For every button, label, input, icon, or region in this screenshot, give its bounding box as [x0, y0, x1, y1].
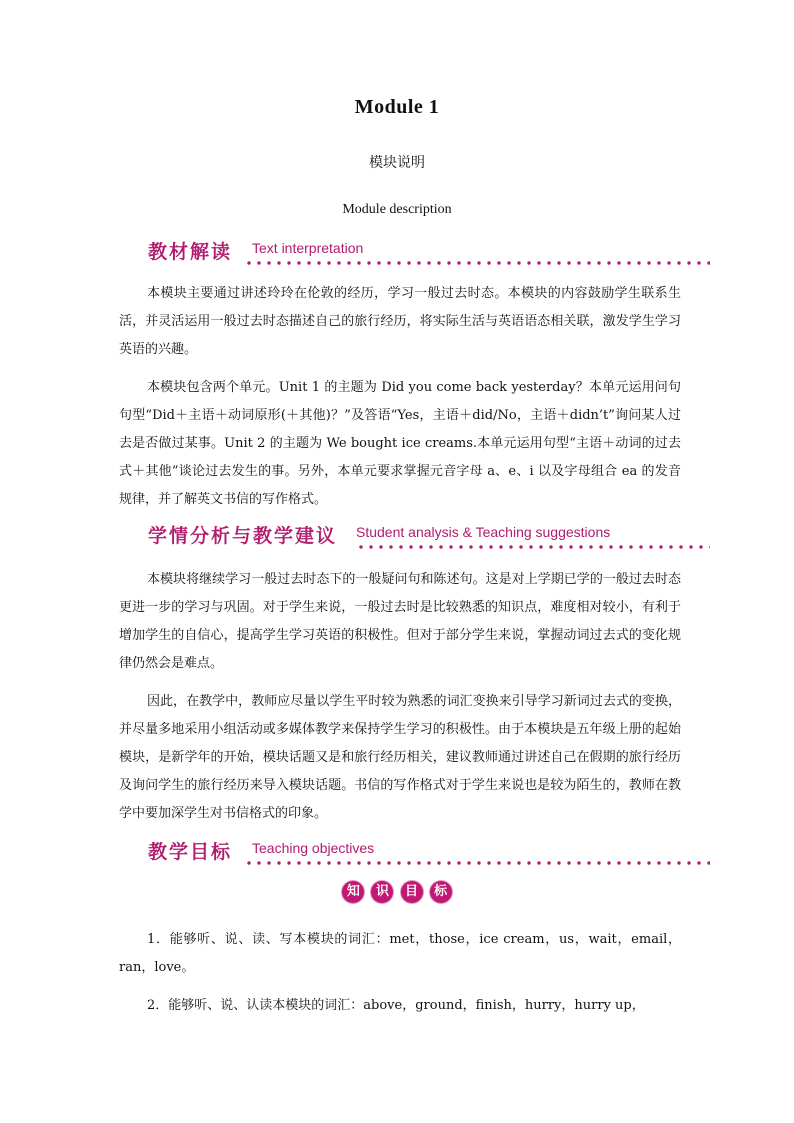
section-title-zh: 教学目标 — [148, 841, 233, 863]
objective-item: 1．能够听、说、读、写本模块的词汇：met，those，ice cream，us，wait，email，ran，love。 — [119, 932, 681, 975]
section-title-en: Teaching objectives — [252, 840, 375, 856]
section-title-en: Student analysis & Teaching suggestions — [356, 524, 611, 540]
paragraph: 本模块包含两个单元。Unit 1 的主题为 Did you come back yesterday？本单元运用问句句型“Did＋主语＋动词原形(＋其他)？”及答语“Yes，主语＋did/No，主语＋didn’t”询问某人过去是否做过某事。Unit 2 的主题为 We bought ice creams.本单元运用句型“主语＋动词的过去式＋其他”谈论过去发生的事。另外，本单元要求掌握元音字母 a、e、i 以及字母组合 ea 的发音规律，并了解英文书信的写作格式。 — [119, 380, 681, 507]
paragraph: 本模块主要通过讲述玲玲在伦敦的经历，学习一般过去时态。本模块的内容鼓励学生联系生活，并灵活运用一般过去时态描述自己的旅行经历，将实际生活与英语语态相关联，激发学生学习英语的兴趣。 — [119, 286, 681, 357]
paragraph: 本模块将继续学习一般过去时态下的一般疑问句和陈述句。这是对上学期已学的一般过去时态更进一步的学习与巩固。对于学生来说，一般过去时是比较熟悉的知识点，难度相对较小，有利于增加学生的自信心，提高学生学习英语的积极性。但对于部分学生来说，掌握动词过去式的变化规律仍然会是难点。 — [119, 572, 681, 671]
section-header-text-interpretation — [148, 236, 710, 266]
section-header-student-analysis — [148, 520, 710, 550]
module-subtitle: 模块说明 — [369, 155, 425, 171]
section-header-teaching-objectives — [148, 836, 710, 866]
badge-char: 目 — [401, 881, 423, 903]
module-description-label: Module description — [342, 202, 452, 217]
badge-char: 标 — [430, 881, 452, 903]
objective-item: 2．能够听、说、认读本模块的词汇：above，ground，finish，hurry，hurry up， — [147, 998, 645, 1013]
paragraph: 因此，在教学中，教师应尽量以学生平时较为熟悉的词汇变换来引导学习新词过去式的变换，并尽量多地采用小组活动或多媒体教学来保持学生学习的积极性。由于本模块是五年级上册的起始模块，是新学年的开始，模块话题又是和旅行经历相关，建议教师通过讲述自己在假期的旅行经历及询问学生的旅行经历来导入模块话题。书信的写作格式对于学生来说也是较为陌生的，教师在教学中要加深学生对书信格式的印象。 — [119, 694, 681, 821]
section-title-zh: 教材解读 — [148, 241, 233, 263]
section-title-zh: 学情分析与教学建议 — [148, 525, 338, 547]
section-title-en: Text interpretation — [252, 240, 364, 256]
badge-char: 知 — [342, 881, 364, 903]
section-dotted-rule — [356, 544, 710, 550]
section-dotted-rule — [244, 260, 710, 266]
module-title: Module 1 — [354, 96, 440, 118]
section-dotted-rule — [244, 860, 710, 866]
knowledge-objectives-badge — [0, 880, 794, 903]
badge-char: 识 — [371, 881, 393, 903]
